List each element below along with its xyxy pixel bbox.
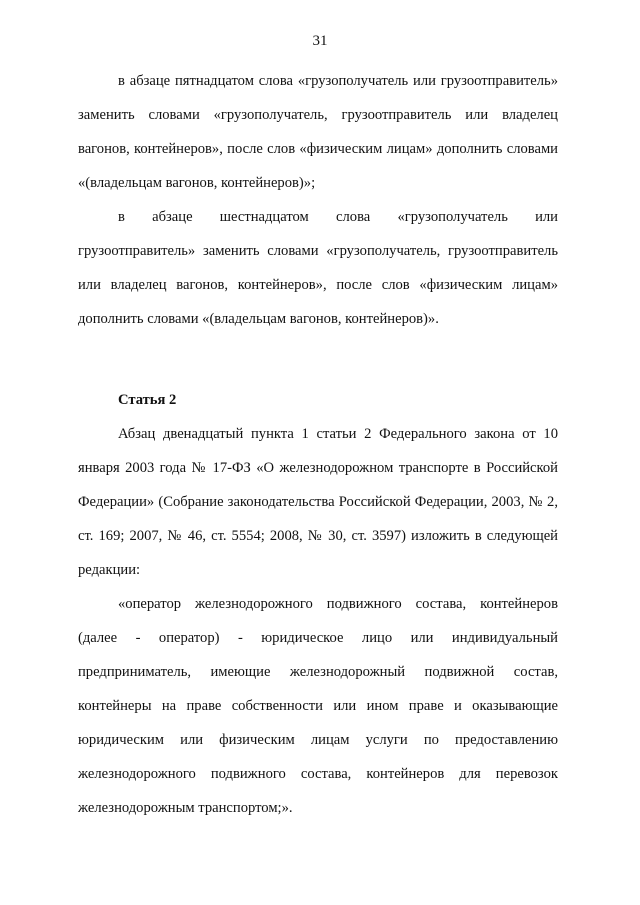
definition-paragraph: «оператор железнодорожного подвижного состава, контейнеров (далее - оператор) - юридическое лицо или индивидуальный предприниматель, имеющие железнодорожный подвижной состав, контейнеры на праве собственности или ином праве и оказывающие юридическим или физическим лицам услуги по предоставлению железнодорожного подвижного состава, контейнеров для перевозок железнодорожным транспортом;». bbox=[78, 596, 558, 816]
amendment-paragraph-15: в абзаце пятнадцатом слова «грузополучатель или грузоотправитель» заменить словами «грузополучатель, грузоотправитель или владелец вагонов, контейнеров», после слов «физическим лицам» дополнить словами «(владельцам вагонов, контейнеров)»; bbox=[78, 73, 558, 191]
page-number: 31 bbox=[312, 33, 328, 49]
amendments-section bbox=[78, 64, 558, 336]
article-2-section bbox=[78, 383, 558, 825]
amendment-paragraph-16: в абзаце шестнадцатом слова «грузополучатель или грузоотправитель» заменить словами «грузополучатель, грузоотправитель или владелец вагонов, контейнеров», после слов «физическим лицам» дополнить словами «(владельцам вагонов, контейнеров)». bbox=[78, 209, 558, 327]
article-heading: Статья 2 bbox=[118, 392, 177, 408]
article-intro-paragraph: Абзац двенадцатый пункта 1 статьи 2 Федерального закона от 10 января 2003 года № 17-ФЗ «О железнодорожном транспорте в Российской Федерации» (Собрание законодательства Российской Федерации, 2003, № 2, ст. 169; 2007, № 46, ст. 5554; 2008, № 30, ст. 3597) изложить в следующей редакции: bbox=[78, 426, 558, 578]
